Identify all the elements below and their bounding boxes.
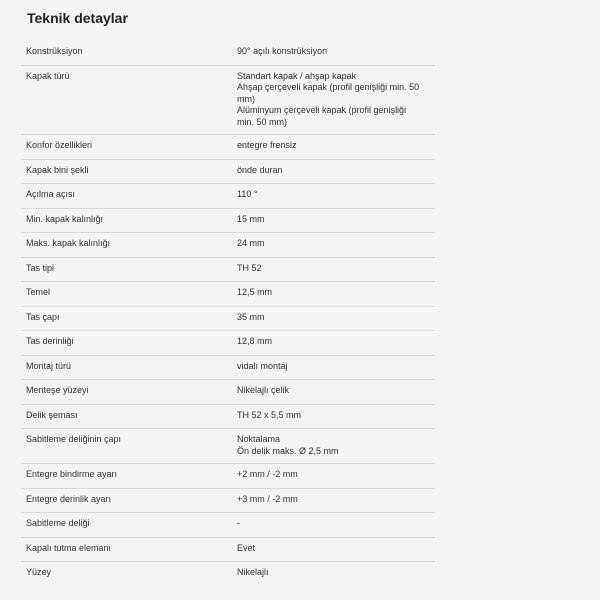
- spec-value-line: Evet: [237, 542, 256, 553]
- spec-value-line: -: [237, 518, 240, 528]
- spec-label: Konfor özellikleri: [26, 140, 93, 150]
- spec-row: [21, 209, 435, 234]
- spec-value-line: +2 mm / -2 mm: [237, 469, 298, 479]
- spec-value: [237, 518, 435, 531]
- section-title: Teknik detaylar: [27, 10, 128, 26]
- spec-value: [237, 494, 435, 507]
- spec-value-line: Standart kapak / ahşap kapak: [237, 70, 357, 81]
- spec-value-line: 15 mm: [237, 213, 265, 224]
- spec-label: Sabitleme deliğinin çapı: [26, 434, 122, 444]
- spec-value-line: 12,8 mm: [237, 336, 273, 346]
- spec-value: [237, 238, 435, 251]
- spec-value: [237, 71, 435, 129]
- spec-label: Menteşe yüzeyi: [26, 385, 89, 395]
- spec-row: [21, 307, 435, 332]
- spec-value-line: Ahşap çerçeveli kapak (profil genişliği min. 50: [237, 82, 420, 92]
- spec-label: Konstrüksiyon: [26, 46, 83, 56]
- spec-value: [237, 263, 435, 276]
- spec-value: [237, 140, 435, 153]
- spec-row: [21, 464, 435, 489]
- spec-value-line: 90° açılı konstrüksiyon: [237, 46, 328, 56]
- spec-row: [21, 184, 435, 209]
- spec-value: [237, 214, 435, 227]
- spec-value: [237, 312, 435, 325]
- spec-value-line: mm): [237, 93, 255, 104]
- spec-label: Montaj türü: [26, 360, 72, 371]
- spec-value-line: Noktalama: [237, 434, 281, 444]
- spec-label: Kapak bini şekli: [26, 164, 89, 175]
- spec-row: [21, 429, 435, 464]
- spec-row: [21, 356, 435, 381]
- spec-label: Kapalı tutma elemanı: [26, 542, 112, 553]
- spec-row: [21, 258, 435, 283]
- spec-value: [237, 287, 435, 300]
- spec-row: [21, 233, 435, 258]
- spec-row: [21, 66, 435, 136]
- spec-label: Açılma açısı: [26, 189, 76, 199]
- spec-value-line: min. 50 mm): [237, 116, 288, 127]
- spec-row: [21, 135, 435, 160]
- spec-value: [237, 189, 435, 202]
- spec-value: [237, 361, 435, 374]
- spec-label: Yüzey: [26, 567, 52, 577]
- spec-row: [21, 331, 435, 356]
- spec-row: [21, 41, 435, 66]
- spec-value-line: Nikelajlı: [237, 567, 269, 577]
- spec-label: Entegre derinlik ayarı: [26, 493, 112, 504]
- spec-value-line: önde duran: [237, 164, 283, 175]
- spec-value: [237, 165, 435, 178]
- spec-value: [237, 434, 435, 457]
- spec-row: [21, 380, 435, 405]
- spec-label: Delik şeması: [26, 409, 78, 420]
- spec-label: Kapak türü: [26, 70, 70, 81]
- spec-label: Entegre bindirme ayarı: [26, 469, 118, 479]
- spec-value-line: entegre frensiz: [237, 140, 297, 150]
- spec-row: [21, 562, 435, 587]
- spec-label: Min. kapak kalınlığı: [26, 213, 104, 224]
- spec-value-line: 110 °: [237, 189, 258, 199]
- spec-row: [21, 160, 435, 185]
- spec-value: [237, 410, 435, 423]
- spec-value-line: Alüminyum çerçeveli kapak (profil genişliği: [237, 105, 407, 115]
- spec-value: [237, 46, 435, 59]
- spec-value-line: Nikelajlı çelik: [237, 385, 290, 395]
- spec-row: [21, 489, 435, 514]
- spec-value: [237, 469, 435, 482]
- spec-value: [237, 336, 435, 349]
- spec-value-line: vidalı montaj: [237, 360, 288, 371]
- spec-table: [21, 41, 435, 587]
- spec-label: Temel: [26, 287, 51, 297]
- spec-value-line: TH 52 x 5,5 mm: [237, 409, 302, 420]
- spec-value-line: 35 mm: [237, 311, 265, 322]
- spec-value: [237, 385, 435, 398]
- spec-value-line: +3 mm / -2 mm: [237, 493, 298, 504]
- spec-value-line: Ön delik maks. Ø 2,5 mm: [237, 445, 339, 456]
- spec-value: [237, 567, 435, 581]
- spec-value: [237, 543, 435, 556]
- spec-value-line: 24 mm: [237, 238, 265, 248]
- spec-value-line: TH 52: [237, 262, 262, 273]
- spec-value-line: 12,5 mm: [237, 287, 273, 297]
- spec-label: Maks. kapak kalınlığı: [26, 238, 111, 248]
- spec-label: Tas tipi: [26, 262, 55, 273]
- spec-label: Sabitleme deliği: [26, 518, 90, 528]
- spec-row: [21, 282, 435, 307]
- spec-label: Tas çapı: [26, 311, 60, 322]
- spec-row: [21, 513, 435, 538]
- spec-label: Tas derinliği: [26, 336, 74, 346]
- spec-row: [21, 538, 435, 563]
- spec-row: [21, 405, 435, 430]
